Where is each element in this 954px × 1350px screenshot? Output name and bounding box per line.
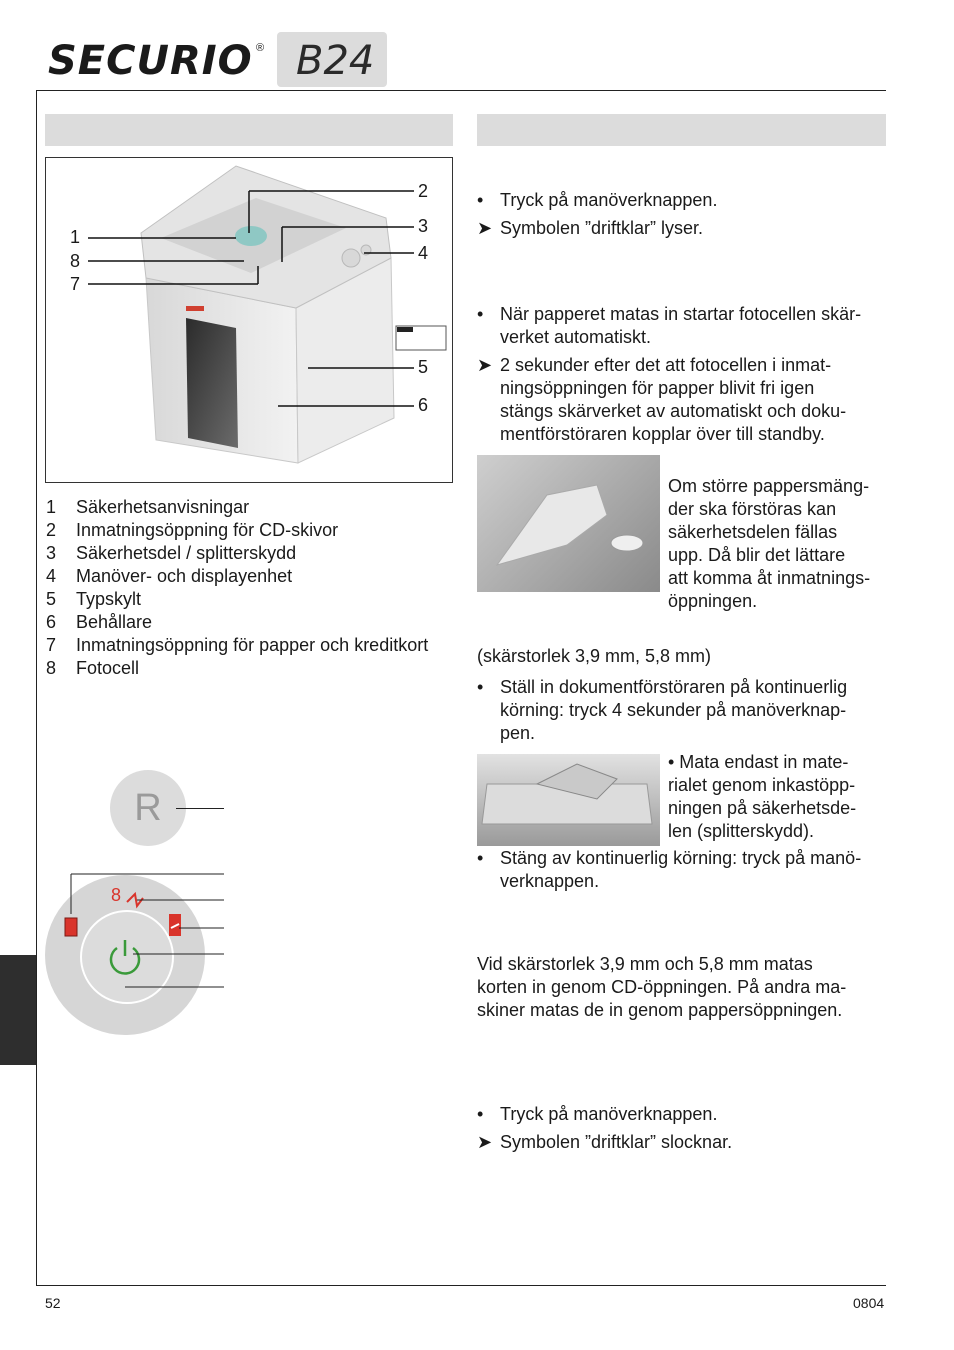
brand-logo: SECURIO xyxy=(48,38,253,84)
photo-caption: Om större pappersmäng- xyxy=(668,476,870,496)
callout-2: 2 xyxy=(418,181,429,201)
card-note: korten in genom CD-öppningen. På andra ma- xyxy=(477,977,847,997)
callout-3: 3 xyxy=(418,216,429,236)
legend-item: 1 Säkerhetsanvisningar xyxy=(46,497,250,517)
result-item-cont: mentförstöraren kopplar över till standby. xyxy=(500,424,825,444)
cut-size-note: (skärstorlek 3,9 mm, 5,8 mm) xyxy=(477,646,712,666)
doc-code: 0804 xyxy=(853,1295,885,1311)
registered-mark: ® xyxy=(256,42,265,54)
shredder-figure xyxy=(45,157,453,483)
safety-part-photo xyxy=(477,455,660,592)
callout-7: 7 xyxy=(70,274,81,294)
shredder-illustration xyxy=(46,158,452,482)
bullet-item-cont: verknappen. xyxy=(500,871,600,891)
bullet-item-cont: verket automatiskt. xyxy=(500,327,652,347)
card-note: skiner matas de in genom pappersöppningen. xyxy=(477,1000,843,1020)
bullet-item-cont: körning: tryck 4 sekunder på manöverknap- xyxy=(500,700,847,720)
bin-full-icon xyxy=(65,918,77,936)
legend-item: 5 Typskylt xyxy=(46,589,142,609)
section-header-left xyxy=(45,114,453,146)
bottom-rule xyxy=(36,1285,886,1286)
legend-item: 4 Manöver- och displayenhet xyxy=(46,566,293,586)
bullet-item-cont: pen. xyxy=(500,723,536,743)
legend-item: 6 Behållare xyxy=(46,612,153,632)
power-icon xyxy=(111,940,139,973)
photo-caption: • Mata endast in mate- xyxy=(668,752,849,772)
chapter-tab xyxy=(0,955,36,1065)
page-number: 52 xyxy=(45,1295,61,1311)
callout-8: 8 xyxy=(70,251,81,271)
result-item-cont: ningsöppningen för papper blivit fri igen xyxy=(500,378,815,398)
photo-caption: ningen på säkerhetsde- xyxy=(668,798,857,818)
card-note: Vid skärstorlek 3,9 mm och 5,8 mm matas xyxy=(477,954,813,974)
callout-5: 5 xyxy=(418,357,429,377)
photo-caption: rialet genom inkastöpp- xyxy=(668,775,856,795)
top-rule xyxy=(36,90,886,91)
callout-4: 4 xyxy=(418,243,429,263)
left-rule xyxy=(36,90,37,1286)
legend-item: 8 Fotocell xyxy=(46,658,140,678)
reset-letter: R xyxy=(134,787,162,829)
photo-caption: len (splitterskydd). xyxy=(668,821,815,841)
photo-caption: upp. Då blir det lättare xyxy=(668,545,846,565)
reset-callout-line xyxy=(176,808,224,809)
callout-1: 1 xyxy=(70,227,81,247)
photo-caption: säkerhetsdelen fällas xyxy=(668,522,838,542)
result-item-cont: stängs skärverket av automatiskt och doku- xyxy=(500,401,847,421)
safety-part-illustration xyxy=(477,455,660,592)
model-name: B24 xyxy=(296,38,375,84)
legend-item: 7 Inmatningsöppning för papper och kreditkort xyxy=(46,635,429,655)
photo-caption: öppningen. xyxy=(668,591,758,611)
feed-opening-illustration xyxy=(477,754,660,846)
feed-opening-photo xyxy=(477,754,660,846)
panel-icons xyxy=(45,870,225,1040)
section-header-right xyxy=(477,114,886,146)
legend-item: 2 Inmatningsöppning för CD-skivor xyxy=(46,520,339,540)
photo-caption: der ska förstöras kan xyxy=(668,499,837,519)
door-letter: 8 xyxy=(111,885,122,905)
photo-caption: att komma åt inmatnings- xyxy=(668,568,871,588)
callout-6: 6 xyxy=(418,395,429,415)
legend-item: 3 Säkerhetsdel / splitterskydd xyxy=(46,543,297,563)
